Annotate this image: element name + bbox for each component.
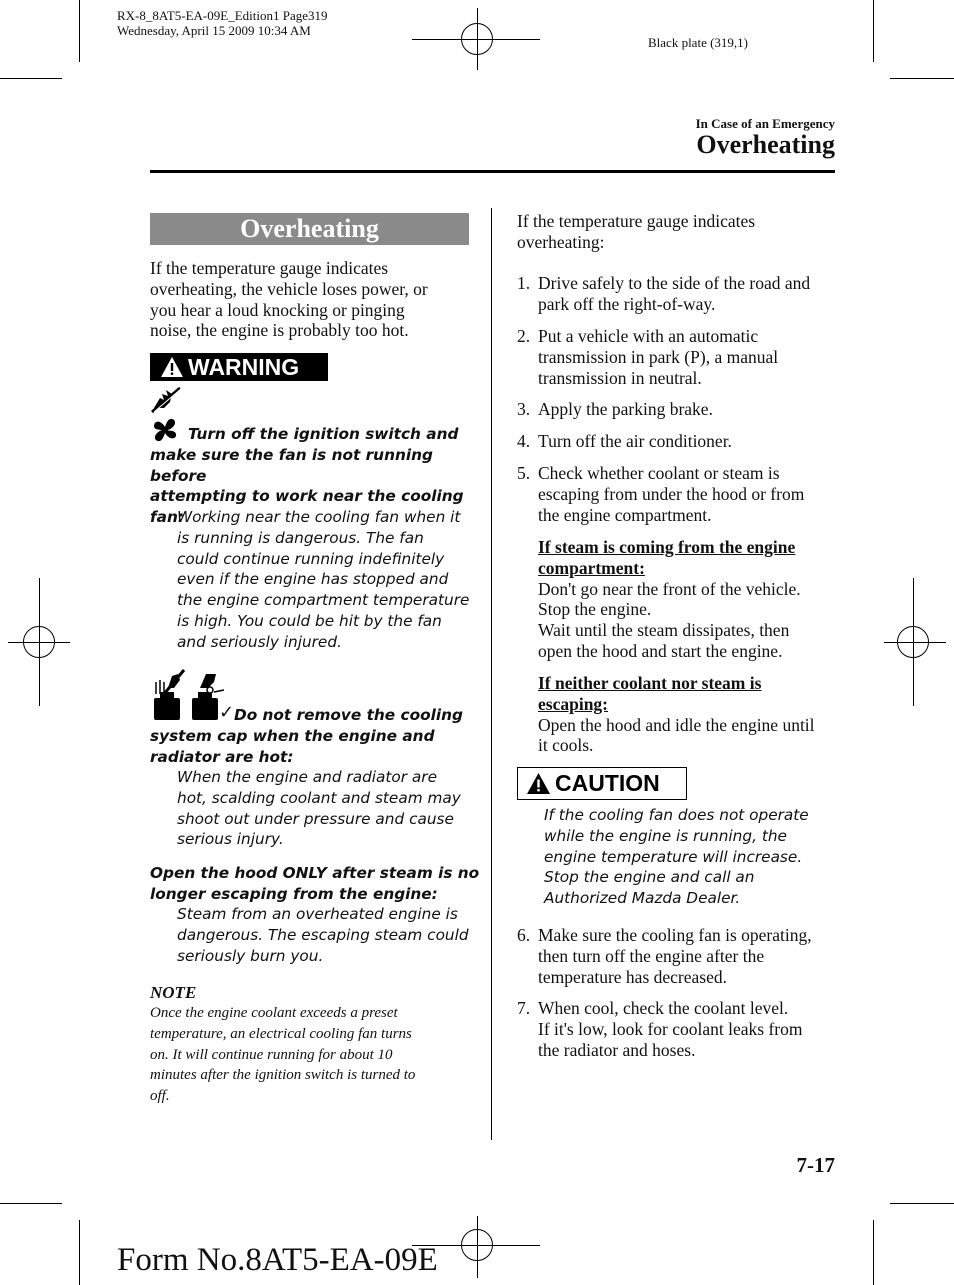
text-line: and seriously injured.	[177, 632, 342, 651]
text-line: escaping from under the hood or from	[538, 483, 805, 504]
step-item	[517, 273, 837, 315]
note-title: NOTE	[150, 983, 197, 1002]
text-line: Open the hood ONLY after steam is no	[150, 864, 480, 882]
steam-case	[538, 537, 838, 662]
text-line: Turn off the air conditioner.	[538, 431, 732, 451]
text-line: off.	[150, 1088, 170, 1105]
cap-warning-body	[177, 767, 477, 850]
note-body	[150, 1003, 470, 1107]
step-number: 5.	[517, 463, 531, 483]
step-item	[517, 326, 837, 388]
print-meta-line: Wednesday, April 15 2009 10:34 AM	[117, 23, 311, 38]
step-item	[517, 431, 837, 452]
text-line: Open the hood and idle the engine until	[538, 714, 815, 735]
crop-mark	[79, 1220, 80, 1285]
steam-case-heading: If steam is coming from the engine	[538, 537, 796, 557]
step-number: 6.	[517, 925, 531, 945]
plate-label: Black plate (319,1)	[648, 35, 748, 50]
warning-banner	[150, 353, 328, 381]
form-number: Form No.8AT5-EA-09E	[117, 1242, 438, 1278]
step-number: 3.	[517, 399, 531, 419]
text-line: Working near the cooling fan when it	[177, 508, 461, 526]
text-line: Turn off the ignition switch and	[188, 425, 459, 443]
text-line: When the engine and radiator are	[177, 768, 438, 786]
text-line: Once the engine coolant exceeds a preset	[150, 1005, 398, 1021]
text-line: even if the engine has stopped and	[177, 570, 449, 589]
text-line: noise, the engine is probably too hot.	[150, 320, 409, 341]
text-line: shoot out under pressure and cause	[177, 809, 454, 828]
crop-mark	[0, 78, 62, 79]
registration-circle	[461, 23, 493, 55]
text-line: engine temperature will increase.	[544, 847, 803, 866]
steam-warning-heading	[150, 863, 480, 905]
column-divider	[491, 208, 492, 1140]
text-line: Apply the parking brake.	[538, 399, 713, 419]
intro-paragraph	[150, 258, 470, 341]
text-line: park off the right-of-way.	[538, 293, 716, 314]
page-title: Overheating	[696, 130, 835, 159]
steam-warning-body	[177, 904, 477, 966]
text-line: while the engine is running, the	[544, 826, 787, 845]
text-line: fan:	[150, 508, 184, 527]
registration-circle	[461, 1229, 493, 1261]
neither-case-heading: If neither coolant nor steam is	[538, 673, 762, 693]
step-number: 7.	[517, 998, 531, 1018]
text-line: transmission in park (P), a manual	[538, 346, 779, 367]
text-line: Wait until the steam dissipates, then	[538, 620, 790, 641]
text-line: temperature, an electrical cooling fan turns	[150, 1025, 412, 1042]
text-line: attempting to work near the cooling	[150, 487, 464, 506]
text-line: overheating:	[517, 231, 605, 252]
text-line: you hear a loud knocking or pinging	[150, 299, 405, 320]
text-line: Put a vehicle with an automatic	[538, 326, 759, 346]
step-item	[517, 399, 837, 420]
text-line: hot, scalding coolant and steam may	[177, 788, 461, 807]
neither-case	[538, 673, 838, 756]
section-title-bar: Overheating	[150, 213, 469, 245]
section-heading: In Case of an Emergency	[695, 116, 835, 131]
caution-label: CAUTION	[555, 770, 660, 796]
text-line: the radiator and hoses.	[538, 1039, 696, 1060]
text-line: Check whether coolant or steam is	[538, 463, 780, 483]
cap-warning-heading	[150, 702, 480, 767]
text-line: system cap when the engine and	[150, 726, 435, 745]
warning-triangle-icon	[160, 356, 184, 378]
crop-mark	[0, 1203, 62, 1204]
no-hand-icon	[150, 386, 184, 414]
warning-label: WARNING	[188, 354, 300, 380]
page-number: 7-17	[796, 1153, 835, 1177]
fan-warning-body	[177, 507, 477, 653]
text-line: seriously burn you.	[177, 946, 324, 965]
crop-mark	[873, 1220, 874, 1285]
steam-case-heading: compartment:	[538, 557, 645, 578]
text-line: If the temperature gauge indicates	[150, 258, 389, 278]
text-line: then turn off the engine after the	[538, 945, 765, 966]
text-line: could continue running indefinitely	[177, 549, 445, 568]
text-line: serious injury.	[177, 830, 284, 849]
text-line: minutes after the ignition switch is turned to	[150, 1067, 416, 1084]
text-line: transmission in neutral.	[538, 367, 702, 388]
text-line: is running is dangerous. The fan	[177, 528, 424, 547]
print-meta-line: RX-8_8AT5-EA-09E_Edition1 Page319	[117, 8, 328, 23]
text-line: Make sure the cooling fan is operating,	[538, 925, 812, 945]
registration-circle	[897, 626, 929, 658]
text-line: Steam from an overheated engine is	[177, 905, 458, 923]
text-line: the engine compartment.	[538, 504, 712, 525]
text-line: radiator are hot:	[150, 747, 294, 766]
text-line: open the hood and start the engine.	[538, 640, 783, 661]
text-line: temperature has decreased.	[538, 966, 727, 987]
check-mark-icon: ✓	[219, 702, 235, 723]
neither-case-heading: escaping:	[538, 693, 608, 714]
text-line: dangerous. The escaping steam could	[177, 925, 469, 944]
text-line: Do not remove the cooling	[234, 706, 463, 724]
text-line: When cool, check the coolant level.	[538, 998, 789, 1018]
text-line: make sure the fan is not running before	[150, 445, 433, 485]
text-line: If the cooling fan does not operate	[544, 806, 809, 824]
text-line: the engine compartment temperature	[177, 591, 470, 610]
registration-circle	[23, 626, 55, 658]
crop-mark	[79, 0, 80, 62]
step-number: 1.	[517, 273, 531, 293]
text-line: Stop the engine and call an	[544, 868, 755, 887]
step-number: 4.	[517, 431, 531, 451]
crop-mark	[890, 1203, 954, 1204]
text-line: longer escaping from the engine:	[150, 884, 438, 903]
text-line: Don't go near the front of the vehicle.	[538, 578, 801, 599]
caution-triangle-icon	[526, 772, 551, 795]
right-intro	[517, 211, 837, 253]
crop-mark	[873, 0, 874, 62]
text-line: Authorized Mazda Dealer.	[544, 889, 741, 908]
text-line: it cools.	[538, 735, 594, 756]
step-item	[517, 998, 837, 1060]
caution-body	[544, 805, 839, 909]
step-item	[517, 925, 837, 987]
text-line: is high. You could be hit by the fan	[177, 611, 442, 630]
text-line: on. It will continue running for about 10	[150, 1046, 393, 1063]
print-meta	[117, 8, 328, 38]
header-rule	[150, 170, 835, 173]
text-line: If it's low, look for coolant leaks from	[538, 1018, 803, 1039]
step-number: 2.	[517, 326, 531, 346]
text-line: overheating, the vehicle loses power, or	[150, 278, 428, 299]
caution-banner	[517, 767, 687, 800]
step-item	[517, 463, 837, 525]
text-line: Stop the engine.	[538, 599, 652, 620]
text-line: If the temperature gauge indicates	[517, 211, 756, 231]
text-line: Drive safely to the side of the road and	[538, 273, 811, 293]
crop-mark	[890, 78, 954, 79]
